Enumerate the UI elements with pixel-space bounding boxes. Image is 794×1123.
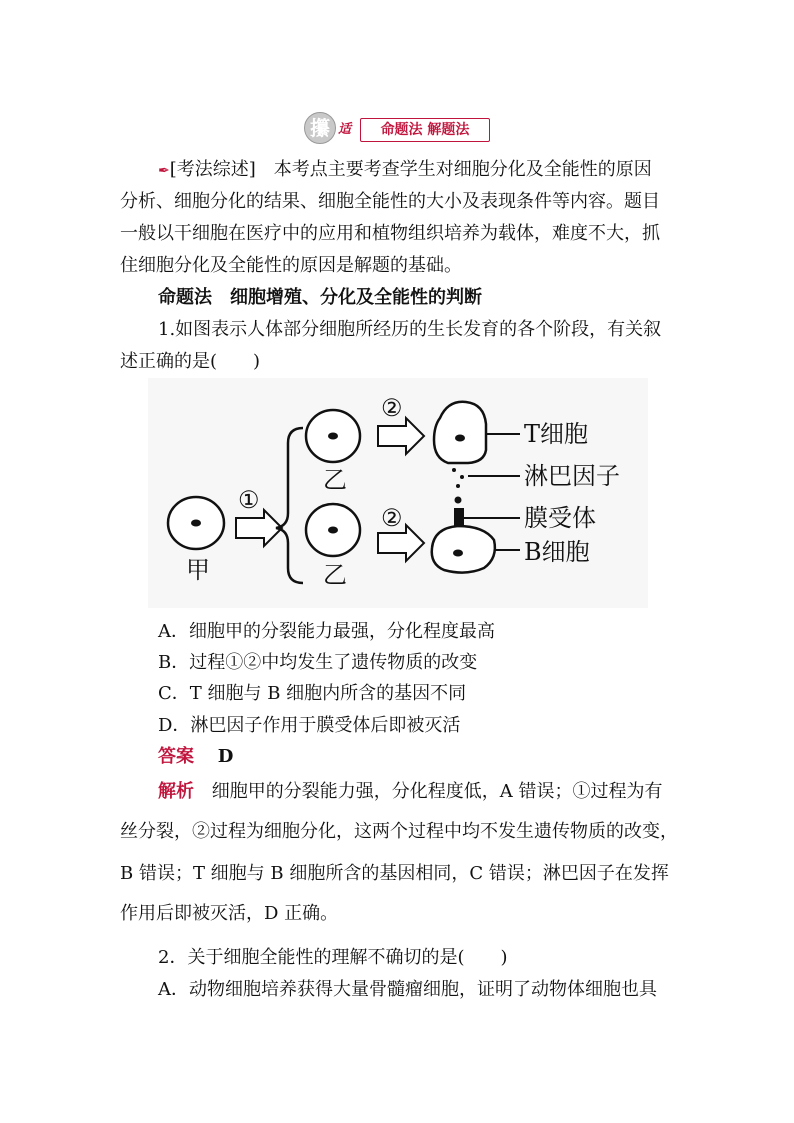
q1-option-b: B．过程①②中均发生了遗传物质的改变: [158, 652, 478, 673]
method-heading: 命题法 细胞增殖、分化及全能性的判断: [158, 287, 482, 308]
q1-option-d: D．淋巴因子作用于膜受体后即被灭活: [158, 715, 461, 736]
label-step2-bottom: ②: [381, 504, 403, 532]
label-step1: ①: [238, 486, 260, 514]
cell-jia-nucleus: [191, 520, 201, 527]
answer-value: D: [217, 746, 234, 767]
lymphokine-molecule: [455, 497, 462, 504]
banner-tag: 适: [338, 122, 352, 137]
label-yi-bottom: 乙: [323, 561, 347, 589]
label-lymphokine: 淋巴因子: [524, 462, 620, 490]
lymphokine-dot: [452, 468, 456, 472]
b-cell-nucleus: [453, 550, 463, 557]
lymphokine-dot: [460, 475, 464, 479]
banner-title: 命题法 解题法: [360, 118, 490, 142]
label-b-cell: B细胞: [524, 538, 590, 566]
label-receptor: 膜受体: [524, 504, 596, 532]
q2-stem: 2．关于细胞全能性的理解不确切的是( ): [158, 947, 508, 968]
q2-option-a: A．动物细胞培养获得大量骨髓瘤细胞，证明了动物体细胞也具: [158, 979, 657, 1000]
analysis-line-2: 丝分裂，②过程为细胞分化，这两个过程中均不发生遗传物质的改变，: [120, 821, 678, 842]
pen-icon: ✒: [158, 163, 170, 179]
label-t-cell: T细胞: [524, 420, 589, 448]
t-cell-nucleus: [455, 435, 465, 442]
analysis-label: 解析: [158, 781, 194, 802]
summary-line-3: 一般以干细胞在医疗中的应用和植物组织培养为载体，难度不大，抓: [120, 223, 660, 244]
q1-stem-line-2: 述正确的是( ): [120, 351, 261, 372]
answer-line: [158, 745, 718, 769]
q1-option-c: C．T 细胞与 B 细胞内所含的基因不同: [158, 683, 467, 704]
cell-development-diagram: [148, 378, 648, 608]
q1-option-a: A．细胞甲的分裂能力最强，分化程度最高: [158, 621, 495, 642]
answer-label: 答案: [158, 746, 194, 767]
analysis-line-1: 解析 细胞甲的分裂能力强，分化程度低，A 错误；①过程为有: [158, 781, 663, 802]
label-step2-top: ②: [381, 394, 403, 422]
summary-line-2: 分析、细胞分化的结果、细胞全能性的大小及表现条件等内容。题目: [120, 191, 660, 212]
summary-line-1: ✒[考法综述] 本考点主要考查学生对细胞分化及全能性的原因: [158, 159, 652, 180]
summary-line-4: 住细胞分化及全能性的原因是解题的基础。: [120, 255, 462, 276]
label-jia: 甲: [186, 556, 210, 584]
q1-stem-line-1: 1.如图表示人体部分细胞所经历的生长发育的各个阶段，有关叙: [158, 319, 662, 340]
b-cell-shape: [432, 526, 495, 573]
label-yi-top: 乙: [323, 466, 347, 494]
banner-badge: 攥: [304, 112, 336, 144]
analysis-line-3: B 错误；T 细胞与 B 细胞所含的基因相同，C 错误；淋巴因子在发挥: [120, 863, 669, 884]
cell-yi-top-nucleus: [328, 433, 338, 440]
cell-yi-bottom-nucleus: [328, 527, 338, 534]
lymphokine-dot: [456, 484, 460, 488]
analysis-line-4: 作用后即被灭活，D 正确。: [120, 903, 339, 924]
